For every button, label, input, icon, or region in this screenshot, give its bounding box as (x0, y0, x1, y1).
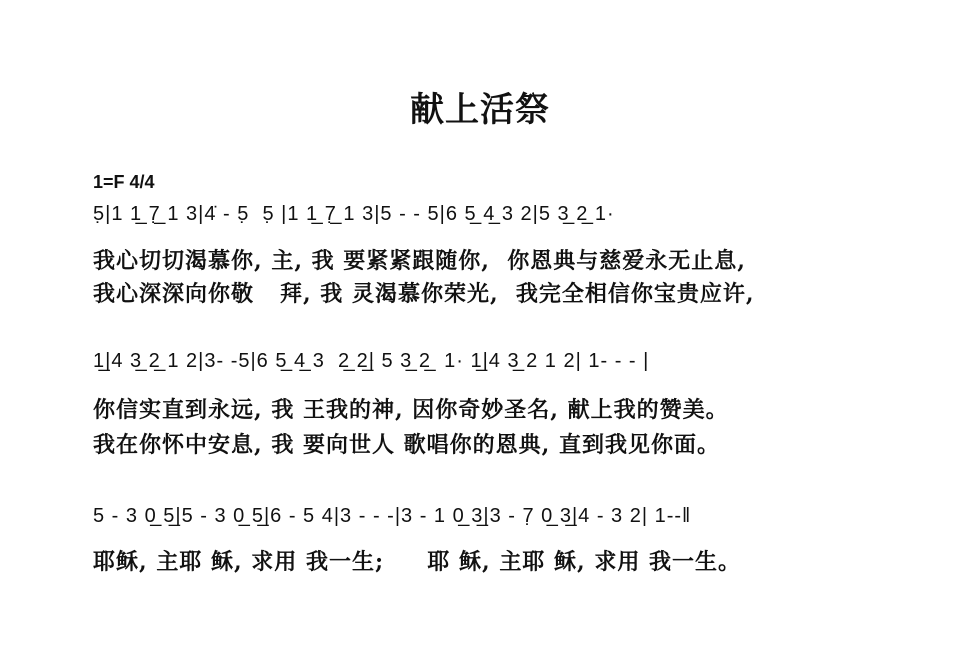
key-signature: 1=F 4/4 (93, 172, 155, 192)
notation-line-2: 1̲|4 3̲ 2̲ 1 2|3- -5|6 5̲ 4̲ 3 2̲ 2̲| 5 3̲ 2̲ 1· 1̲|4 3̲ 2 1 2| 1- - - | (93, 350, 650, 372)
notation-line-3: 5 - 3 0̲ 5̲|5 - 3 0̲ 5̲|6 - 5 4|3 - - -|3 - 1 0̲ 3̲|3 - 7̣ 0̲ 3̲|4 - 3 2| 1--‖ (93, 505, 692, 527)
lyric-line-2-verse-2: 我在你怀中安息, 我 要向世人 歌唱你的恩典, 直到我见你面。 (93, 432, 720, 458)
lyric-line-1-verse-2: 我心深深向你敬 拜, 我 灵渴慕你荣光, 我完全相信你宝贵应许, (93, 281, 755, 307)
lyric-line-2-verse-1: 你信实直到永远, 我 王我的神, 因你奇妙圣名, 献上我的赞美。 (93, 397, 729, 423)
song-title: 献上活祭 (410, 90, 550, 130)
notation-line-1: 5̣|1 1̲ 7̲̣ 1 3|4̇ - 5̣ 5̣ |1 1̲ 7̲̣ 1 3|5 - - 5|6 5̲ 4̲ 3 2|5 3̲ 2̲ 1· (93, 203, 615, 225)
lyric-line-3: 耶稣, 主耶 稣, 求用 我一生; 耶 稣, 主耶 稣, 求用 我一生。 (93, 549, 741, 575)
lyric-line-1-verse-1: 我心切切渴慕你, 主, 我 要紧紧跟随你, 你恩典与慈爱永无止息, (93, 248, 746, 274)
